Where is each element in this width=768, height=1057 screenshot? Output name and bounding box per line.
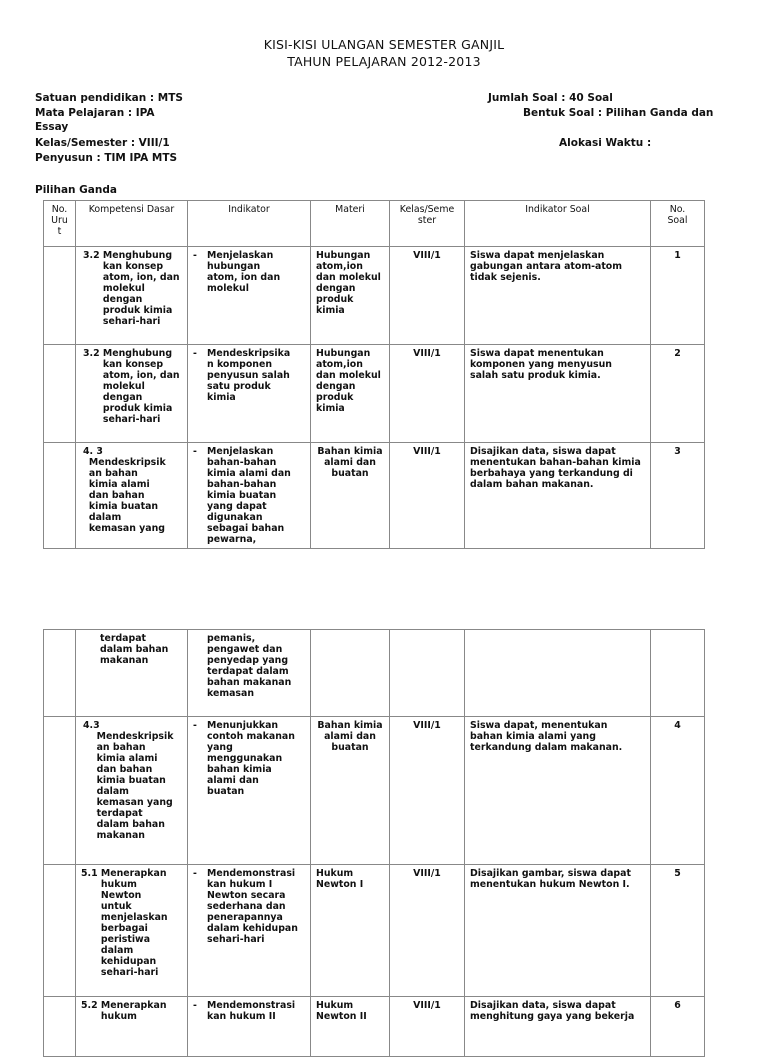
header-indikator-soal: Indikator Soal [465, 201, 651, 247]
meta-mata-pelajaran: Mata Pelajaran : IPA [35, 107, 155, 119]
indikator-text: Mendeskripsika n komponen penyusun salah satu produk kimia [207, 348, 291, 403]
indikator-text: Menjelaskan bahan-bahan kimia alami dan bahan-bahan kimia buatan yang dapat digunakan sebagai bahan pewarna, [207, 446, 291, 545]
meta-kelas-semester: Kelas/Semester : VIII/1 [35, 137, 170, 149]
cell-no-urut [44, 247, 76, 345]
bullet-dash: - [193, 250, 197, 261]
cell-kelas: VIII/1 [390, 247, 465, 345]
header-kelas-semester: Kelas/Seme ster [390, 201, 465, 247]
header-no-urut: No. Uru t [44, 201, 76, 247]
kd-number: 5.1 [81, 868, 98, 879]
table-header-row [44, 201, 705, 247]
kd-number: 5.2 [81, 1000, 98, 1011]
meta-essay: Essay [35, 121, 69, 133]
cell-kompetensi-dasar [76, 865, 188, 997]
cell-no-soal: 2 [651, 345, 705, 443]
cell-no-soal [651, 630, 705, 717]
kd-text: Menerapkan hukum Newton untuk menjelaskan berbagai peristiwa dalam kehidupan sehari-hari [100, 868, 168, 978]
indikator-text: Mendemonstrasi kan hukum II [207, 1000, 296, 1022]
meta-penyusun: Penyusun : TIM IPA MTS [35, 152, 178, 164]
document-title-line2: TAHUN PELAJARAN 2012-2013 [287, 54, 481, 69]
kd-text: Menghubung kan konsep atom, ion, dan molekul dengan produk kimia sehari-hari [102, 250, 180, 327]
meta-jumlah-soal: Jumlah Soal : 40 Soal [488, 92, 613, 104]
kisi-kisi-table [43, 200, 705, 549]
cell-no-urut [44, 717, 76, 865]
kd-text: Menghubung kan konsep atom, ion, dan molekul dengan produk kimia sehari-hari [102, 348, 180, 425]
cell-materi: Bahan kimia alami dan buatan [311, 717, 390, 865]
kd-number: 4.3 [83, 720, 100, 731]
cell-indikator [188, 443, 311, 549]
cell-indikator [188, 630, 311, 717]
header-kompetensi-dasar: Kompetensi Dasar [76, 201, 188, 247]
header-materi: Materi [311, 201, 390, 247]
bullet-dash: - [193, 348, 197, 359]
cell-materi: Hubungan atom,ion dan molekul dengan produk kimia [311, 345, 390, 443]
indikator-text: Mendemonstrasi kan hukum I Newton secara sederhana dan penerapannya dalam kehidupan sehari-hari [207, 868, 298, 945]
table-row [44, 997, 705, 1057]
table-row [44, 247, 705, 345]
table-row [44, 443, 705, 549]
cell-kompetensi-dasar [76, 345, 188, 443]
cell-no-urut [44, 865, 76, 997]
cell-indikator-soal: Siswa dapat, menentukan bahan kimia alami yang terkandung dalam makanan. [465, 717, 651, 865]
document-title-line1: KISI-KISI ULANGAN SEMESTER GANJIL [263, 37, 505, 52]
cell-kompetensi-dasar [76, 630, 188, 717]
cell-kompetensi-dasar [76, 247, 188, 345]
kd-text: Mendeskripsik an bahan kimia alami dan bahan kimia buatan dalam kemasan yang terdapat dalam bahan makanan [96, 731, 174, 841]
cell-no-soal: 1 [651, 247, 705, 345]
bullet-dash: - [193, 868, 197, 879]
cell-materi: Hukum Newton I [311, 865, 390, 997]
cell-kompetensi-dasar [76, 997, 188, 1057]
meta-satuan: Satuan pendidikan : MTS [35, 92, 183, 104]
cell-indikator-soal: Disajikan data, siswa dapat menghitung gaya yang bekerja [465, 997, 651, 1057]
section-label: Pilihan Ganda [35, 184, 117, 196]
cell-materi [311, 630, 390, 717]
meta-bentuk-soal: Bentuk Soal : Pilihan Ganda dan [523, 107, 714, 119]
cell-no-soal: 4 [651, 717, 705, 865]
table-row [44, 717, 705, 865]
cell-kelas: VIII/1 [390, 443, 465, 549]
table-row [44, 865, 705, 997]
table-row [44, 345, 705, 443]
bullet-dash [193, 633, 207, 699]
cell-kelas: VIII/1 [390, 717, 465, 865]
cell-kelas: VIII/1 [390, 997, 465, 1057]
meta-alokasi-waktu: Alokasi Waktu : [559, 137, 652, 149]
bullet-dash: - [193, 446, 197, 457]
indikator-text: Menjelaskan hubungan atom, ion dan molekul [207, 250, 281, 294]
cell-no-soal: 6 [651, 997, 705, 1057]
kisi-kisi-table-continued [43, 629, 705, 1057]
cell-no-soal: 3 [651, 443, 705, 549]
cell-indikator-soal: Siswa dapat menentukan komponen yang menyusun salah satu produk kimia. [465, 345, 651, 443]
kd-number: 4. 3 [83, 446, 103, 457]
cell-materi: Bahan kimia alami dan buatan [311, 443, 390, 549]
cell-no-urut [44, 345, 76, 443]
cell-indikator-soal: Disajikan data, siswa dapat menentukan bahan-bahan kimia berbahaya yang terkandung di dalam bahan makanan. [465, 443, 651, 549]
cell-indikator-soal [465, 630, 651, 717]
cell-materi: Hukum Newton II [311, 997, 390, 1057]
cell-materi: Hubungan atom,ion dan molekul dengan produk kimia [311, 247, 390, 345]
cell-no-urut [44, 630, 76, 717]
kd-text: Mendeskripsik an bahan kimia alami dan bahan kimia buatan dalam kemasan yang [88, 457, 166, 534]
cell-indikator [188, 865, 311, 997]
kd-number: 3.2 [83, 250, 100, 261]
cell-kelas [390, 630, 465, 717]
cell-indikator-soal: Siswa dapat menjelaskan gabungan antara atom-atom tidak sejenis. [465, 247, 651, 345]
bullet-dash: - [193, 720, 197, 731]
indikator-text: Menunjukkan contoh makanan yang menggunakan bahan kimia alami dan buatan [207, 720, 295, 797]
kd-text: Menerapkan hukum [100, 1000, 167, 1022]
cell-kompetensi-dasar [76, 717, 188, 865]
cell-kelas: VIII/1 [390, 345, 465, 443]
cell-no-urut [44, 443, 76, 549]
kd-number: 3.2 [83, 348, 100, 359]
cell-no-urut [44, 997, 76, 1057]
kd-text: terdapat dalam bahan makanan [100, 633, 169, 666]
bullet-dash: - [193, 1000, 197, 1011]
cell-kelas: VIII/1 [390, 865, 465, 997]
header-indikator: Indikator [188, 201, 311, 247]
cell-no-soal: 5 [651, 865, 705, 997]
cell-indikator [188, 345, 311, 443]
cell-kompetensi-dasar [76, 443, 188, 549]
header-no-soal: No. Soal [651, 201, 705, 247]
indikator-text: pemanis, pengawet dan penyedap yang terdapat dalam bahan makanan kemasan [207, 633, 292, 699]
table-row [44, 630, 705, 717]
cell-indikator [188, 247, 311, 345]
cell-indikator-soal: Disajikan gambar, siswa dapat menentukan hukum Newton I. [465, 865, 651, 997]
cell-indikator [188, 997, 311, 1057]
cell-indikator [188, 717, 311, 865]
